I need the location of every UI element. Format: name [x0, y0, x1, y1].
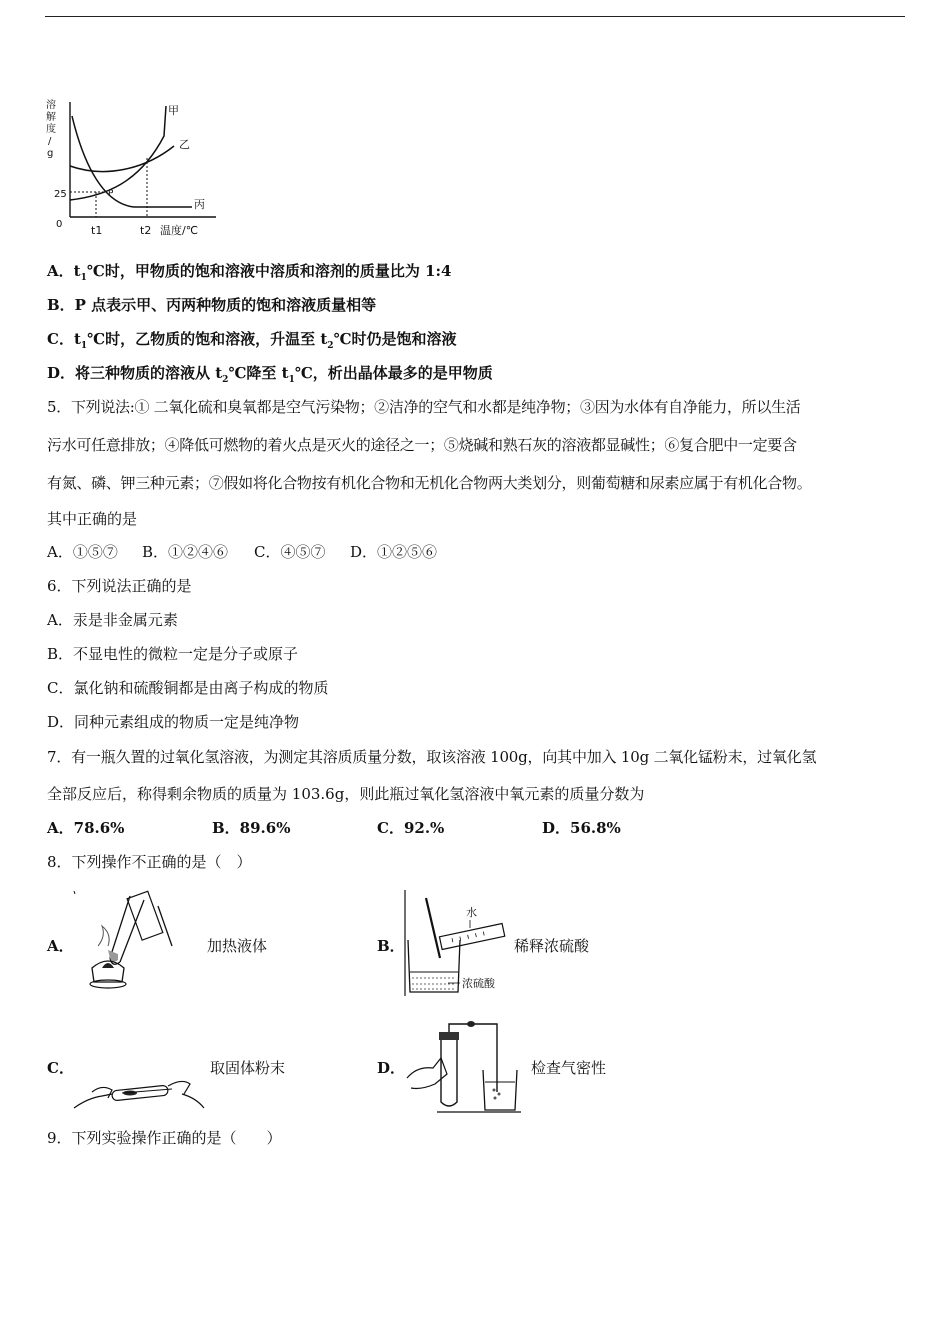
q4-option-d: D．将三种物质的溶液从 $t_2℃$降至 $t_1℃$，析出晶体最多的是甲物质 — [47, 364, 493, 385]
q5-stem-line4: 其中正确的是 — [47, 510, 138, 528]
q8-option-c-label: C． — [47, 1059, 74, 1077]
q9-stem: 9．下列实验操作正确的是（ ） — [47, 1129, 282, 1147]
q5-option-c: C．④⑤⑦ — [254, 543, 326, 561]
q6-option-d: D．同种元素组成的物质一定是纯净物 — [47, 713, 300, 731]
graph-ylabel-2: 解 — [46, 112, 56, 123]
heating-liquid-figure — [72, 888, 192, 996]
q8-stem: 8．下列操作不正确的是（ ） — [47, 853, 252, 871]
q5-stem-line1: 5．下列说法:① 二氧化硫和臭氧都是空气污染物；②洁净的空气和水都是纯净物；③因为水体有自净能力，所以生活 — [47, 398, 801, 416]
q8-option-b-text: 稀释浓硫酸 — [514, 937, 590, 955]
graph-ylabel-5: g — [47, 148, 54, 159]
q7-option-c: C．92.% — [377, 819, 445, 837]
q8-option-c-text: 取固体粉末 — [210, 1059, 286, 1077]
diluting-acid-figure — [400, 888, 512, 998]
graph-ylabel-3: 度 — [46, 124, 56, 135]
water-label: 水 — [466, 906, 477, 919]
graph-point-p: P — [108, 189, 114, 199]
q5-option-d: D．①②⑤⑥ — [350, 543, 438, 561]
q7-option-b: B．89.6% — [212, 819, 291, 837]
q8-option-b-label: B． — [377, 937, 405, 955]
graph-ylabel-1: 溶 — [46, 100, 56, 111]
q8-option-a-text: 加热液体 — [207, 937, 268, 955]
curve-jia — [70, 106, 166, 200]
q7-stem-line2: 全部反应后，称得剩余物质的质量为 103.6g，则此瓶过氧化氢溶液中氧元素的质量分数为 — [47, 785, 645, 803]
q6-stem: 6．下列说法正确的是 — [47, 577, 192, 595]
graph-origin: 0 — [56, 219, 63, 230]
q4-option-a: A．$t_1℃$时，甲物质的饱和溶液中溶质和溶剂的质量比为 1:4 — [47, 262, 452, 283]
q6-option-a: A．汞是非金属元素 — [47, 611, 178, 629]
q7-options — [47, 818, 621, 838]
curve-bing — [72, 116, 192, 207]
header-rule — [45, 16, 905, 17]
airtightness-figure — [405, 1018, 523, 1114]
graph-label-jia: 甲 — [168, 104, 179, 117]
q6-option-c: C．氯化钠和硫酸铜都是由离子构成的物质 — [47, 679, 329, 697]
graph-label-bing: 丙 — [194, 198, 205, 211]
graph-xlabel: 温度/℃ — [160, 224, 199, 237]
q7-option-d: D．56.8% — [542, 819, 621, 837]
q6-option-b: B．不显电性的微粒一定是分子或原子 — [47, 645, 299, 663]
q5-option-a: A．①⑤⑦ — [47, 543, 118, 561]
q8-option-d-text: 检查气密性 — [531, 1059, 607, 1077]
acid-label: 浓硫酸 — [462, 977, 495, 990]
solubility-graph — [44, 96, 224, 246]
q7-stem-line1: 7．有一瓶久置的过氧化氢溶液，为测定其溶质质量分数，取该溶液 100g，向其中加入 10g 二氧化锰粉末，过氧化氢 — [47, 748, 817, 766]
q8-option-a-label: A． — [47, 937, 74, 955]
q5-stem-line3: 有氮、磷、钾三种元素；⑦假如将化合物按有机化合物和无机化合物两大类划分，则葡萄糖和尿素应属于有机化合物。 — [47, 474, 812, 492]
q4-option-b: B．P 点表示甲、丙两种物质的饱和溶液质量相等 — [47, 296, 377, 314]
q4-option-c: C．$t_1℃$时，乙物质的饱和溶液，升温至 $t_2℃$时仍是饱和溶液 — [47, 330, 457, 351]
q5-option-b: B．①②④⑥ — [142, 543, 229, 561]
powder-figure — [72, 1068, 208, 1114]
graph-y-tick: 25 — [54, 189, 67, 200]
q5-stem-line2: 污水可任意排放；④降低可燃物的着火点是灭火的途径之一；⑤烧碱和熟石灰的溶液都显碱性；⑥复合肥中一定要含 — [47, 436, 797, 454]
graph-t2: t2 — [140, 224, 152, 237]
graph-t1: t1 — [91, 224, 103, 237]
q7-option-a: A．78.6% — [47, 819, 125, 837]
graph-ylabel-4: / — [48, 136, 52, 147]
q8-option-d-label: D． — [377, 1059, 406, 1077]
graph-label-yi: 乙 — [179, 138, 190, 151]
q5-options — [47, 542, 437, 562]
